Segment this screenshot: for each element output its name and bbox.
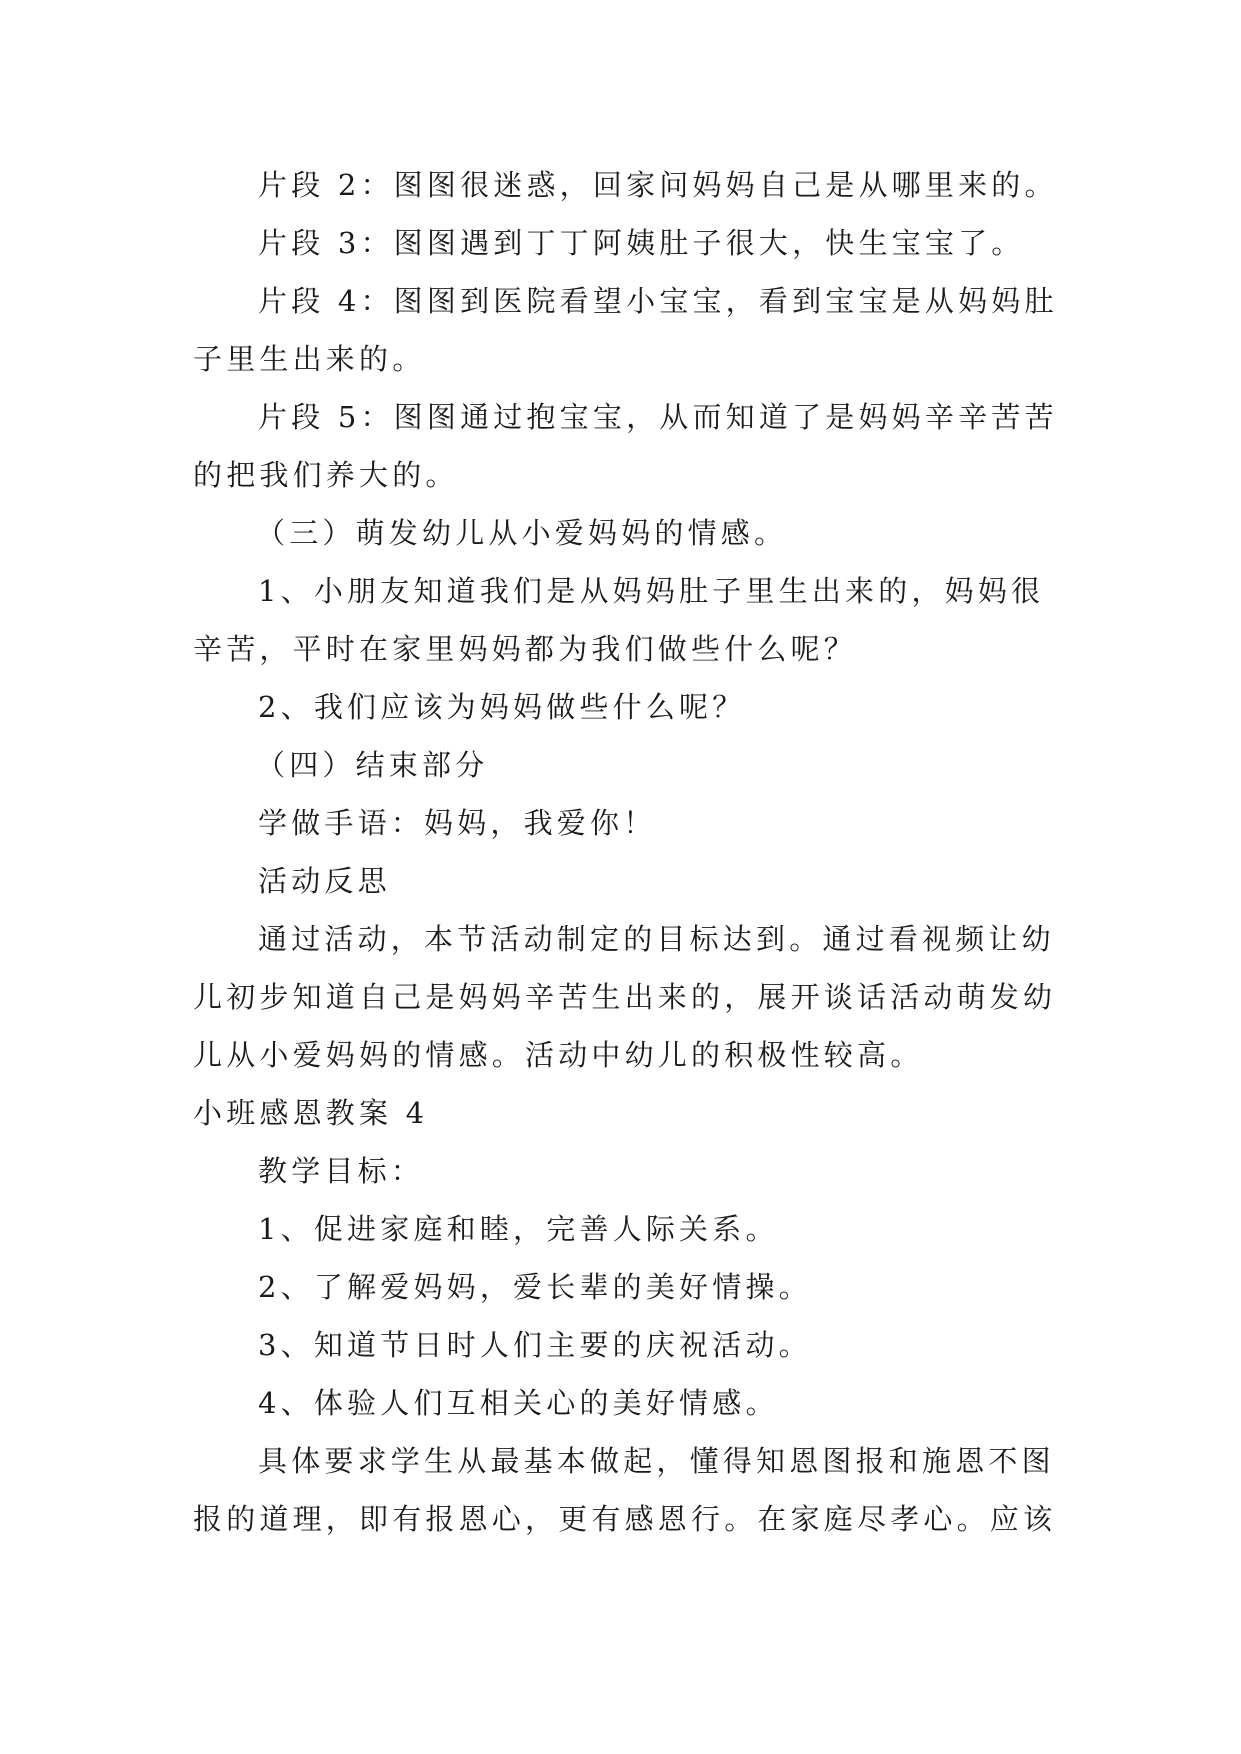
section-heading: 教学目标：	[258, 1154, 425, 1188]
paragraph-line: 子里生出来的。	[193, 342, 426, 376]
paragraph-line: 片段 4：图图到医院看望小宝宝，看到宝宝是从妈妈肚	[258, 284, 1058, 318]
paragraph-line: 儿从小爱妈妈的情感。活动中幼儿的积极性较高。	[193, 1038, 924, 1072]
paragraph-line: 2、我们应该为妈妈做些什么呢？	[258, 690, 746, 724]
paragraph-line: 通过活动，本节活动制定的目标达到。通过看视频让幼	[258, 922, 1055, 956]
document-title: 小班感恩教案 4	[193, 1096, 429, 1130]
paragraph-line: 片段 3：图图遇到丁丁阿姨肚子很大，快生宝宝了。	[258, 226, 1025, 260]
paragraph-line: 片段 5：图图通过抱宝宝，从而知道了是妈妈辛辛苦苦	[258, 400, 1058, 434]
paragraph-line: 1、小朋友知道我们是从妈妈肚子里生出来的，妈妈很	[258, 574, 1045, 608]
list-item: 1、促进家庭和睦，完善人际关系。	[258, 1212, 779, 1246]
paragraph-line: 儿初步知道自己是妈妈辛苦生出来的，展开谈话活动萌发幼	[193, 980, 1057, 1014]
list-item: 2、了解爱妈妈，爱长辈的美好情操。	[258, 1270, 812, 1304]
paragraph-line: 片段 2：图图很迷惑，回家问妈妈自己是从哪里来的。	[258, 168, 1058, 202]
paragraph-line: 报的道理，即有报恩心，更有感恩行。在家庭尽孝心。应该	[193, 1502, 1057, 1536]
section-heading: （四）结束部分	[256, 748, 489, 782]
paragraph-line: 的把我们养大的。	[193, 458, 459, 492]
paragraph-line: 学做手语：妈妈，我爱你！	[258, 806, 657, 840]
list-item: 4、体验人们互相关心的美好情感。	[258, 1386, 779, 1420]
paragraph-line: 辛苦，平时在家里妈妈都为我们做些什么呢？	[193, 632, 858, 666]
list-item: 3、知道节日时人们主要的庆祝活动。	[258, 1328, 812, 1362]
section-heading: 活动反思	[258, 864, 391, 898]
paragraph-line: 具体要求学生从最基本做起，懂得知恩图报和施恩不图	[258, 1444, 1055, 1478]
section-heading: （三）萌发幼儿从小爱妈妈的情感。	[256, 516, 788, 550]
